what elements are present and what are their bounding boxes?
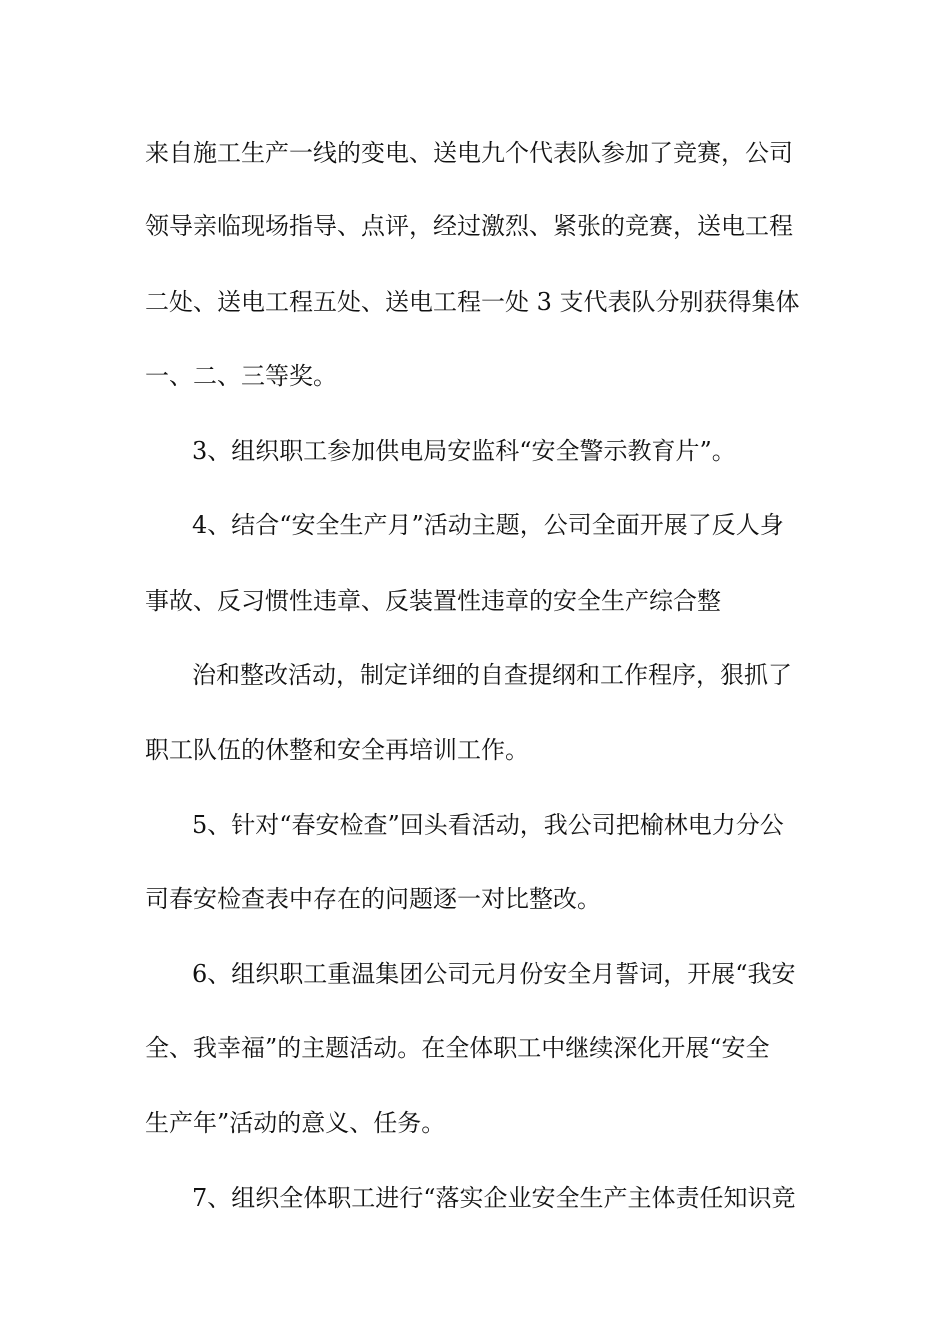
paragraph-line: 全、我幸福”的主题活动。在全体职工中继续深化开展“安全 [145, 1034, 770, 1062]
paragraph-line: 7、组织全体职工进行“落实企业安全生产主体责任知识竞 [192, 1184, 796, 1212]
paragraph-line: 二处、送电工程五处、送电工程一处 3 支代表队分别获得集体 [145, 288, 800, 316]
paragraph-line: 职工队伍的休整和安全再培训工作。 [145, 736, 529, 764]
paragraph-line: 领导亲临现场指导、点评，经过激烈、紧张的竞赛，送电工程 [145, 212, 793, 240]
paragraph-line: 事故、反习惯性违章、反装置性违章的安全生产综合整 [145, 587, 721, 615]
paragraph-line: 司春安检查表中存在的问题逐一对比整改。 [145, 885, 601, 913]
paragraph-line: 治和整改活动，制定详细的自查提纲和工作程序，狠抓了 [192, 661, 792, 689]
paragraph-line: 生产年”活动的意义、任务。 [145, 1109, 446, 1137]
paragraph-line: 3、组织职工参加供电局安监科“安全警示教育片”。 [192, 437, 736, 465]
paragraph-line: 6、组织职工重温集团公司元月份安全月誓词，开展“我安 [192, 960, 796, 988]
paragraph-line: 4、结合“安全生产月”活动主题，公司全面开展了反人身 [192, 511, 784, 539]
paragraph-line: 一、二、三等奖。 [145, 362, 337, 390]
paragraph-line: 5、针对“春安检查”回头看活动，我公司把榆林电力分公 [192, 811, 784, 839]
paragraph-line: 来自施工生产一线的变电、送电九个代表队参加了竞赛，公司 [145, 139, 793, 167]
